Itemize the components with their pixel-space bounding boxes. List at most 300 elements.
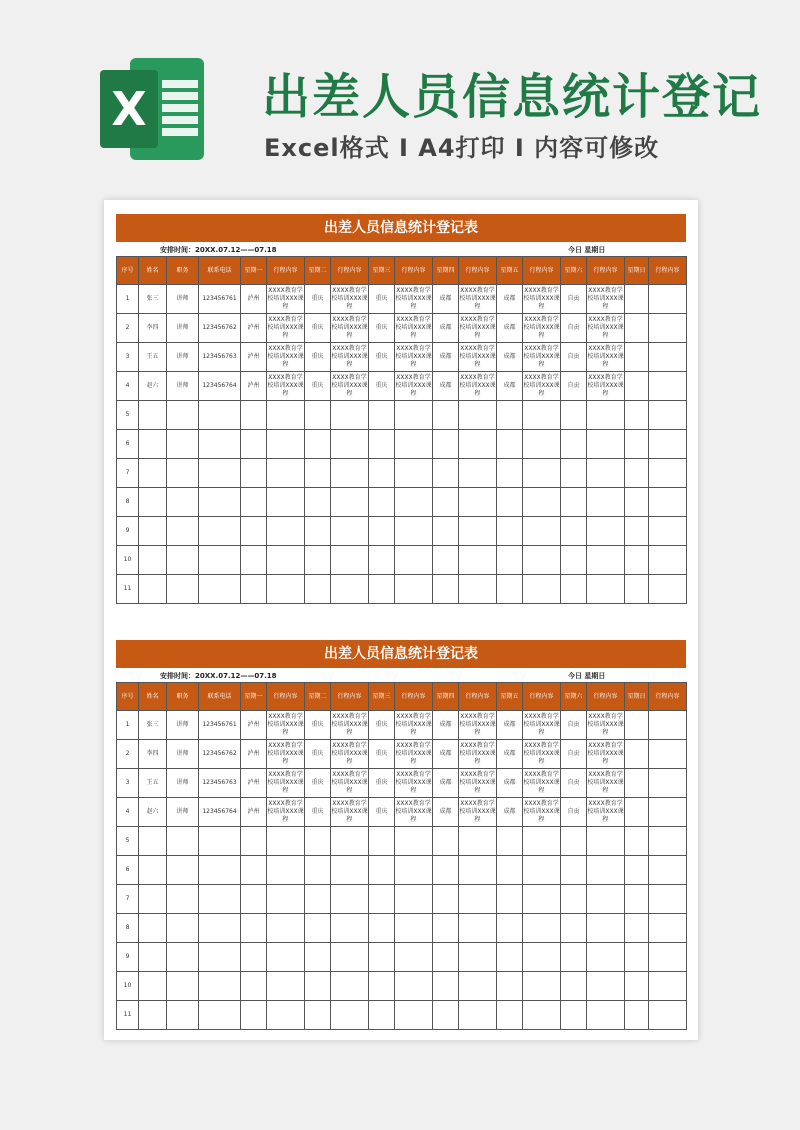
cell-friday-itinerary[interactable] <box>523 914 561 943</box>
cell-name[interactable] <box>139 488 167 517</box>
cell-saturday-itinerary[interactable] <box>587 575 625 604</box>
cell-thursday-itinerary[interactable]: XXXX教育学校培训XXX课程 <box>459 769 497 798</box>
cell-sunday-city[interactable] <box>625 972 649 1001</box>
cell-thursday-city[interactable]: 成都 <box>433 314 459 343</box>
cell-wednesday-itinerary[interactable] <box>395 1001 433 1030</box>
cell-friday-city[interactable] <box>497 943 523 972</box>
cell-thursday-city[interactable] <box>433 827 459 856</box>
cell-sunday-city[interactable] <box>625 575 649 604</box>
cell-phone[interactable] <box>199 943 241 972</box>
cell-sunday-itinerary[interactable] <box>649 1001 687 1030</box>
cell-saturday-itinerary[interactable]: XXXX教育学校培训XXX课程 <box>587 285 625 314</box>
cell-friday-itinerary[interactable] <box>523 856 561 885</box>
cell-thursday-city[interactable] <box>433 943 459 972</box>
cell-thursday-itinerary[interactable] <box>459 401 497 430</box>
cell-row-number[interactable]: 3 <box>117 343 139 372</box>
cell-sunday-itinerary[interactable] <box>649 401 687 430</box>
cell-wednesday-city[interactable] <box>369 546 395 575</box>
cell-sunday-itinerary[interactable] <box>649 914 687 943</box>
cell-tuesday-itinerary[interactable] <box>331 546 369 575</box>
cell-wednesday-itinerary[interactable] <box>395 972 433 1001</box>
cell-wednesday-itinerary[interactable] <box>395 943 433 972</box>
cell-row-number[interactable]: 5 <box>117 827 139 856</box>
cell-sunday-itinerary[interactable] <box>649 285 687 314</box>
cell-tuesday-city[interactable]: 重庆 <box>305 343 331 372</box>
cell-friday-itinerary[interactable] <box>523 943 561 972</box>
cell-monday-city[interactable] <box>241 1001 267 1030</box>
cell-tuesday-city[interactable] <box>305 430 331 459</box>
cell-sunday-city[interactable] <box>625 459 649 488</box>
cell-monday-city[interactable] <box>241 401 267 430</box>
cell-saturday-city[interactable] <box>561 943 587 972</box>
cell-friday-itinerary[interactable]: XXXX教育学校培训XXX课程 <box>523 314 561 343</box>
cell-phone[interactable] <box>199 488 241 517</box>
cell-monday-city[interactable] <box>241 575 267 604</box>
cell-row-number[interactable]: 4 <box>117 798 139 827</box>
cell-tuesday-city[interactable]: 重庆 <box>305 711 331 740</box>
cell-sunday-city[interactable] <box>625 885 649 914</box>
cell-position[interactable] <box>167 488 199 517</box>
cell-wednesday-itinerary[interactable]: XXXX教育学校培训XXX课程 <box>395 769 433 798</box>
cell-name[interactable] <box>139 885 167 914</box>
cell-thursday-itinerary[interactable] <box>459 488 497 517</box>
cell-wednesday-city[interactable]: 重庆 <box>369 285 395 314</box>
cell-tuesday-itinerary[interactable]: XXXX教育学校培训XXX课程 <box>331 711 369 740</box>
cell-wednesday-itinerary[interactable] <box>395 488 433 517</box>
cell-sunday-itinerary[interactable] <box>649 798 687 827</box>
cell-row-number[interactable]: 7 <box>117 885 139 914</box>
cell-sunday-city[interactable] <box>625 517 649 546</box>
cell-sunday-city[interactable] <box>625 914 649 943</box>
cell-sunday-itinerary[interactable] <box>649 546 687 575</box>
cell-position[interactable]: 讲师 <box>167 769 199 798</box>
cell-tuesday-city[interactable] <box>305 1001 331 1030</box>
cell-saturday-itinerary[interactable] <box>587 459 625 488</box>
cell-phone[interactable]: 123456763 <box>199 343 241 372</box>
cell-saturday-city[interactable] <box>561 827 587 856</box>
cell-position[interactable]: 讲师 <box>167 740 199 769</box>
cell-monday-city[interactable]: 泸州 <box>241 343 267 372</box>
cell-saturday-city[interactable] <box>561 401 587 430</box>
cell-tuesday-itinerary[interactable]: XXXX教育学校培训XXX课程 <box>331 769 369 798</box>
cell-tuesday-city[interactable] <box>305 914 331 943</box>
cell-tuesday-city[interactable]: 重庆 <box>305 740 331 769</box>
cell-tuesday-city[interactable]: 重庆 <box>305 769 331 798</box>
cell-phone[interactable]: 123456762 <box>199 314 241 343</box>
cell-friday-itinerary[interactable] <box>523 401 561 430</box>
cell-saturday-city[interactable]: 自贡 <box>561 285 587 314</box>
cell-friday-city[interactable]: 成都 <box>497 285 523 314</box>
cell-monday-itinerary[interactable]: XXXX教育学校培训XXX课程 <box>267 798 305 827</box>
cell-thursday-itinerary[interactable] <box>459 972 497 1001</box>
cell-position[interactable] <box>167 856 199 885</box>
cell-wednesday-city[interactable]: 重庆 <box>369 740 395 769</box>
cell-friday-itinerary[interactable]: XXXX教育学校培训XXX课程 <box>523 769 561 798</box>
cell-thursday-city[interactable]: 成都 <box>433 372 459 401</box>
cell-tuesday-itinerary[interactable] <box>331 914 369 943</box>
cell-friday-city[interactable] <box>497 488 523 517</box>
cell-sunday-city[interactable] <box>625 943 649 972</box>
cell-sunday-itinerary[interactable] <box>649 488 687 517</box>
cell-name[interactable]: 李四 <box>139 314 167 343</box>
cell-monday-city[interactable]: 泸州 <box>241 285 267 314</box>
cell-saturday-city[interactable]: 自贡 <box>561 769 587 798</box>
cell-wednesday-itinerary[interactable]: XXXX教育学校培训XXX课程 <box>395 314 433 343</box>
cell-friday-itinerary[interactable]: XXXX教育学校培训XXX课程 <box>523 285 561 314</box>
cell-saturday-itinerary[interactable] <box>587 914 625 943</box>
cell-thursday-itinerary[interactable] <box>459 459 497 488</box>
cell-friday-itinerary[interactable] <box>523 517 561 546</box>
cell-monday-itinerary[interactable] <box>267 943 305 972</box>
cell-position[interactable] <box>167 885 199 914</box>
cell-monday-itinerary[interactable] <box>267 972 305 1001</box>
cell-phone[interactable]: 123456761 <box>199 285 241 314</box>
cell-friday-itinerary[interactable]: XXXX教育学校培训XXX课程 <box>523 798 561 827</box>
cell-saturday-itinerary[interactable] <box>587 401 625 430</box>
cell-tuesday-itinerary[interactable]: XXXX教育学校培训XXX课程 <box>331 372 369 401</box>
cell-wednesday-itinerary[interactable] <box>395 827 433 856</box>
cell-sunday-itinerary[interactable] <box>649 314 687 343</box>
cell-row-number[interactable]: 6 <box>117 430 139 459</box>
cell-saturday-itinerary[interactable]: XXXX教育学校培训XXX课程 <box>587 711 625 740</box>
cell-thursday-city[interactable]: 成都 <box>433 711 459 740</box>
cell-thursday-itinerary[interactable]: XXXX教育学校培训XXX课程 <box>459 314 497 343</box>
cell-phone[interactable] <box>199 827 241 856</box>
cell-friday-city[interactable] <box>497 546 523 575</box>
cell-sunday-itinerary[interactable] <box>649 885 687 914</box>
cell-position[interactable]: 讲师 <box>167 798 199 827</box>
cell-thursday-city[interactable] <box>433 488 459 517</box>
cell-sunday-city[interactable] <box>625 827 649 856</box>
cell-row-number[interactable]: 11 <box>117 575 139 604</box>
cell-sunday-itinerary[interactable] <box>649 972 687 1001</box>
cell-row-number[interactable]: 10 <box>117 546 139 575</box>
cell-saturday-city[interactable]: 自贡 <box>561 314 587 343</box>
cell-tuesday-itinerary[interactable]: XXXX教育学校培训XXX课程 <box>331 314 369 343</box>
cell-tuesday-itinerary[interactable] <box>331 401 369 430</box>
cell-wednesday-city[interactable] <box>369 972 395 1001</box>
cell-wednesday-itinerary[interactable] <box>395 575 433 604</box>
cell-tuesday-itinerary[interactable] <box>331 856 369 885</box>
cell-phone[interactable] <box>199 575 241 604</box>
cell-phone[interactable]: 123456761 <box>199 711 241 740</box>
cell-wednesday-itinerary[interactable]: XXXX教育学校培训XXX课程 <box>395 798 433 827</box>
cell-tuesday-itinerary[interactable] <box>331 1001 369 1030</box>
cell-phone[interactable] <box>199 1001 241 1030</box>
cell-friday-city[interactable] <box>497 517 523 546</box>
cell-thursday-city[interactable] <box>433 401 459 430</box>
cell-wednesday-itinerary[interactable] <box>395 856 433 885</box>
cell-phone[interactable] <box>199 459 241 488</box>
cell-name[interactable] <box>139 401 167 430</box>
cell-thursday-city[interactable] <box>433 546 459 575</box>
cell-name[interactable] <box>139 943 167 972</box>
cell-sunday-city[interactable] <box>625 285 649 314</box>
cell-monday-city[interactable] <box>241 827 267 856</box>
cell-friday-itinerary[interactable] <box>523 1001 561 1030</box>
cell-saturday-itinerary[interactable] <box>587 943 625 972</box>
cell-tuesday-city[interactable] <box>305 885 331 914</box>
cell-thursday-itinerary[interactable] <box>459 1001 497 1030</box>
cell-saturday-itinerary[interactable]: XXXX教育学校培训XXX课程 <box>587 740 625 769</box>
cell-friday-itinerary[interactable]: XXXX教育学校培训XXX课程 <box>523 343 561 372</box>
cell-wednesday-city[interactable]: 重庆 <box>369 769 395 798</box>
cell-tuesday-itinerary[interactable] <box>331 575 369 604</box>
cell-wednesday-city[interactable]: 重庆 <box>369 798 395 827</box>
cell-row-number[interactable]: 9 <box>117 943 139 972</box>
cell-name[interactable]: 李四 <box>139 740 167 769</box>
cell-name[interactable]: 赵六 <box>139 798 167 827</box>
cell-wednesday-city[interactable] <box>369 488 395 517</box>
cell-name[interactable] <box>139 459 167 488</box>
cell-wednesday-itinerary[interactable]: XXXX教育学校培训XXX课程 <box>395 711 433 740</box>
cell-phone[interactable] <box>199 914 241 943</box>
cell-wednesday-city[interactable]: 重庆 <box>369 372 395 401</box>
cell-wednesday-city[interactable]: 重庆 <box>369 314 395 343</box>
cell-tuesday-itinerary[interactable] <box>331 827 369 856</box>
cell-saturday-city[interactable]: 自贡 <box>561 372 587 401</box>
cell-friday-itinerary[interactable]: XXXX教育学校培训XXX课程 <box>523 711 561 740</box>
cell-sunday-city[interactable] <box>625 711 649 740</box>
cell-tuesday-city[interactable]: 重庆 <box>305 314 331 343</box>
cell-tuesday-city[interactable] <box>305 943 331 972</box>
cell-thursday-itinerary[interactable] <box>459 827 497 856</box>
cell-thursday-itinerary[interactable] <box>459 517 497 546</box>
cell-friday-city[interactable] <box>497 430 523 459</box>
cell-name[interactable] <box>139 856 167 885</box>
cell-friday-city[interactable]: 成都 <box>497 740 523 769</box>
cell-thursday-itinerary[interactable]: XXXX教育学校培训XXX课程 <box>459 711 497 740</box>
cell-saturday-city[interactable] <box>561 885 587 914</box>
cell-phone[interactable] <box>199 546 241 575</box>
cell-phone[interactable] <box>199 517 241 546</box>
cell-position[interactable]: 讲师 <box>167 343 199 372</box>
cell-saturday-city[interactable] <box>561 430 587 459</box>
cell-wednesday-city[interactable] <box>369 856 395 885</box>
cell-thursday-itinerary[interactable] <box>459 546 497 575</box>
cell-row-number[interactable]: 2 <box>117 314 139 343</box>
cell-wednesday-city[interactable] <box>369 575 395 604</box>
cell-monday-city[interactable]: 泸州 <box>241 740 267 769</box>
cell-wednesday-itinerary[interactable]: XXXX教育学校培训XXX课程 <box>395 285 433 314</box>
cell-wednesday-itinerary[interactable]: XXXX教育学校培训XXX课程 <box>395 372 433 401</box>
cell-wednesday-itinerary[interactable] <box>395 430 433 459</box>
cell-tuesday-city[interactable] <box>305 459 331 488</box>
cell-saturday-itinerary[interactable] <box>587 885 625 914</box>
cell-monday-itinerary[interactable]: XXXX教育学校培训XXX课程 <box>267 740 305 769</box>
cell-phone[interactable] <box>199 885 241 914</box>
cell-monday-itinerary[interactable] <box>267 546 305 575</box>
cell-sunday-city[interactable] <box>625 769 649 798</box>
cell-tuesday-itinerary[interactable]: XXXX教育学校培训XXX课程 <box>331 285 369 314</box>
cell-thursday-itinerary[interactable]: XXXX教育学校培训XXX课程 <box>459 343 497 372</box>
cell-name[interactable] <box>139 914 167 943</box>
cell-friday-city[interactable]: 成都 <box>497 798 523 827</box>
cell-sunday-city[interactable] <box>625 1001 649 1030</box>
cell-wednesday-city[interactable] <box>369 943 395 972</box>
cell-phone[interactable]: 123456762 <box>199 740 241 769</box>
cell-friday-itinerary[interactable]: XXXX教育学校培训XXX课程 <box>523 740 561 769</box>
cell-thursday-itinerary[interactable]: XXXX教育学校培训XXX课程 <box>459 285 497 314</box>
cell-saturday-itinerary[interactable] <box>587 856 625 885</box>
cell-monday-city[interactable]: 泸州 <box>241 372 267 401</box>
cell-wednesday-itinerary[interactable] <box>395 914 433 943</box>
cell-friday-city[interactable] <box>497 459 523 488</box>
cell-name[interactable]: 王五 <box>139 343 167 372</box>
cell-thursday-city[interactable]: 成都 <box>433 740 459 769</box>
cell-sunday-city[interactable] <box>625 488 649 517</box>
cell-wednesday-city[interactable] <box>369 914 395 943</box>
cell-saturday-city[interactable] <box>561 972 587 1001</box>
cell-position[interactable] <box>167 575 199 604</box>
cell-tuesday-city[interactable] <box>305 546 331 575</box>
cell-saturday-city[interactable] <box>561 546 587 575</box>
cell-monday-itinerary[interactable] <box>267 401 305 430</box>
cell-monday-city[interactable] <box>241 943 267 972</box>
cell-thursday-itinerary[interactable]: XXXX教育学校培训XXX课程 <box>459 740 497 769</box>
cell-position[interactable]: 讲师 <box>167 314 199 343</box>
cell-sunday-city[interactable] <box>625 343 649 372</box>
cell-wednesday-city[interactable] <box>369 430 395 459</box>
cell-position[interactable]: 讲师 <box>167 285 199 314</box>
cell-thursday-itinerary[interactable] <box>459 943 497 972</box>
cell-sunday-itinerary[interactable] <box>649 575 687 604</box>
cell-thursday-city[interactable] <box>433 856 459 885</box>
cell-row-number[interactable]: 6 <box>117 856 139 885</box>
cell-wednesday-city[interactable] <box>369 459 395 488</box>
cell-saturday-itinerary[interactable]: XXXX教育学校培训XXX课程 <box>587 314 625 343</box>
cell-sunday-city[interactable] <box>625 430 649 459</box>
cell-row-number[interactable]: 8 <box>117 914 139 943</box>
cell-friday-itinerary[interactable] <box>523 430 561 459</box>
cell-saturday-itinerary[interactable] <box>587 972 625 1001</box>
cell-row-number[interactable]: 4 <box>117 372 139 401</box>
cell-friday-itinerary[interactable] <box>523 488 561 517</box>
cell-monday-itinerary[interactable]: XXXX教育学校培训XXX课程 <box>267 769 305 798</box>
cell-wednesday-itinerary[interactable]: XXXX教育学校培训XXX课程 <box>395 343 433 372</box>
cell-row-number[interactable]: 5 <box>117 401 139 430</box>
cell-monday-itinerary[interactable] <box>267 914 305 943</box>
cell-name[interactable] <box>139 430 167 459</box>
cell-phone[interactable]: 123456764 <box>199 372 241 401</box>
cell-wednesday-itinerary[interactable] <box>395 885 433 914</box>
cell-row-number[interactable]: 7 <box>117 459 139 488</box>
cell-name[interactable]: 张三 <box>139 285 167 314</box>
cell-wednesday-city[interactable]: 重庆 <box>369 343 395 372</box>
cell-thursday-city[interactable]: 成都 <box>433 343 459 372</box>
cell-monday-itinerary[interactable] <box>267 885 305 914</box>
cell-row-number[interactable]: 1 <box>117 285 139 314</box>
cell-thursday-city[interactable] <box>433 430 459 459</box>
cell-position[interactable] <box>167 546 199 575</box>
cell-sunday-city[interactable] <box>625 314 649 343</box>
cell-tuesday-itinerary[interactable]: XXXX教育学校培训XXX课程 <box>331 740 369 769</box>
cell-sunday-city[interactable] <box>625 856 649 885</box>
cell-saturday-itinerary[interactable] <box>587 1001 625 1030</box>
cell-saturday-itinerary[interactable] <box>587 517 625 546</box>
cell-saturday-city[interactable]: 自贡 <box>561 798 587 827</box>
cell-friday-city[interactable]: 成都 <box>497 769 523 798</box>
cell-thursday-city[interactable] <box>433 517 459 546</box>
cell-saturday-itinerary[interactable]: XXXX教育学校培训XXX课程 <box>587 343 625 372</box>
cell-name[interactable]: 王五 <box>139 769 167 798</box>
cell-row-number[interactable]: 1 <box>117 711 139 740</box>
cell-wednesday-city[interactable] <box>369 827 395 856</box>
cell-friday-city[interactable] <box>497 401 523 430</box>
cell-saturday-city[interactable] <box>561 575 587 604</box>
cell-friday-itinerary[interactable] <box>523 972 561 1001</box>
cell-tuesday-itinerary[interactable] <box>331 459 369 488</box>
cell-phone[interactable]: 123456763 <box>199 769 241 798</box>
cell-monday-city[interactable]: 泸州 <box>241 711 267 740</box>
cell-wednesday-itinerary[interactable]: XXXX教育学校培训XXX课程 <box>395 740 433 769</box>
cell-name[interactable]: 张三 <box>139 711 167 740</box>
cell-sunday-city[interactable] <box>625 401 649 430</box>
cell-monday-city[interactable] <box>241 546 267 575</box>
cell-monday-itinerary[interactable] <box>267 827 305 856</box>
cell-tuesday-itinerary[interactable] <box>331 517 369 546</box>
cell-monday-itinerary[interactable] <box>267 575 305 604</box>
cell-wednesday-itinerary[interactable] <box>395 546 433 575</box>
cell-name[interactable] <box>139 517 167 546</box>
cell-position[interactable] <box>167 943 199 972</box>
cell-tuesday-city[interactable] <box>305 401 331 430</box>
cell-row-number[interactable]: 10 <box>117 972 139 1001</box>
cell-monday-city[interactable]: 泸州 <box>241 769 267 798</box>
cell-thursday-itinerary[interactable]: XXXX教育学校培训XXX课程 <box>459 798 497 827</box>
cell-tuesday-city[interactable] <box>305 575 331 604</box>
cell-monday-city[interactable] <box>241 459 267 488</box>
cell-thursday-city[interactable] <box>433 575 459 604</box>
cell-thursday-city[interactable]: 成都 <box>433 798 459 827</box>
cell-thursday-city[interactable] <box>433 459 459 488</box>
cell-friday-itinerary[interactable] <box>523 546 561 575</box>
cell-friday-itinerary[interactable] <box>523 459 561 488</box>
cell-friday-city[interactable] <box>497 575 523 604</box>
cell-saturday-city[interactable] <box>561 856 587 885</box>
cell-thursday-city[interactable] <box>433 914 459 943</box>
cell-position[interactable] <box>167 401 199 430</box>
cell-monday-city[interactable]: 泸州 <box>241 798 267 827</box>
cell-tuesday-city[interactable] <box>305 972 331 1001</box>
cell-friday-city[interactable] <box>497 856 523 885</box>
cell-thursday-itinerary[interactable] <box>459 575 497 604</box>
cell-wednesday-itinerary[interactable] <box>395 517 433 546</box>
cell-phone[interactable] <box>199 430 241 459</box>
cell-sunday-itinerary[interactable] <box>649 740 687 769</box>
cell-saturday-city[interactable] <box>561 914 587 943</box>
cell-thursday-city[interactable]: 成都 <box>433 285 459 314</box>
cell-sunday-city[interactable] <box>625 372 649 401</box>
cell-saturday-city[interactable] <box>561 517 587 546</box>
cell-monday-itinerary[interactable] <box>267 517 305 546</box>
cell-position[interactable] <box>167 430 199 459</box>
cell-saturday-city[interactable]: 自贡 <box>561 740 587 769</box>
cell-thursday-city[interactable] <box>433 1001 459 1030</box>
cell-name[interactable] <box>139 575 167 604</box>
cell-tuesday-itinerary[interactable] <box>331 430 369 459</box>
cell-friday-city[interactable] <box>497 914 523 943</box>
cell-wednesday-itinerary[interactable] <box>395 401 433 430</box>
cell-position[interactable] <box>167 972 199 1001</box>
cell-saturday-itinerary[interactable] <box>587 546 625 575</box>
cell-tuesday-itinerary[interactable] <box>331 488 369 517</box>
cell-wednesday-city[interactable] <box>369 1001 395 1030</box>
cell-sunday-itinerary[interactable] <box>649 827 687 856</box>
cell-position[interactable] <box>167 459 199 488</box>
cell-monday-city[interactable] <box>241 972 267 1001</box>
cell-monday-itinerary[interactable] <box>267 430 305 459</box>
